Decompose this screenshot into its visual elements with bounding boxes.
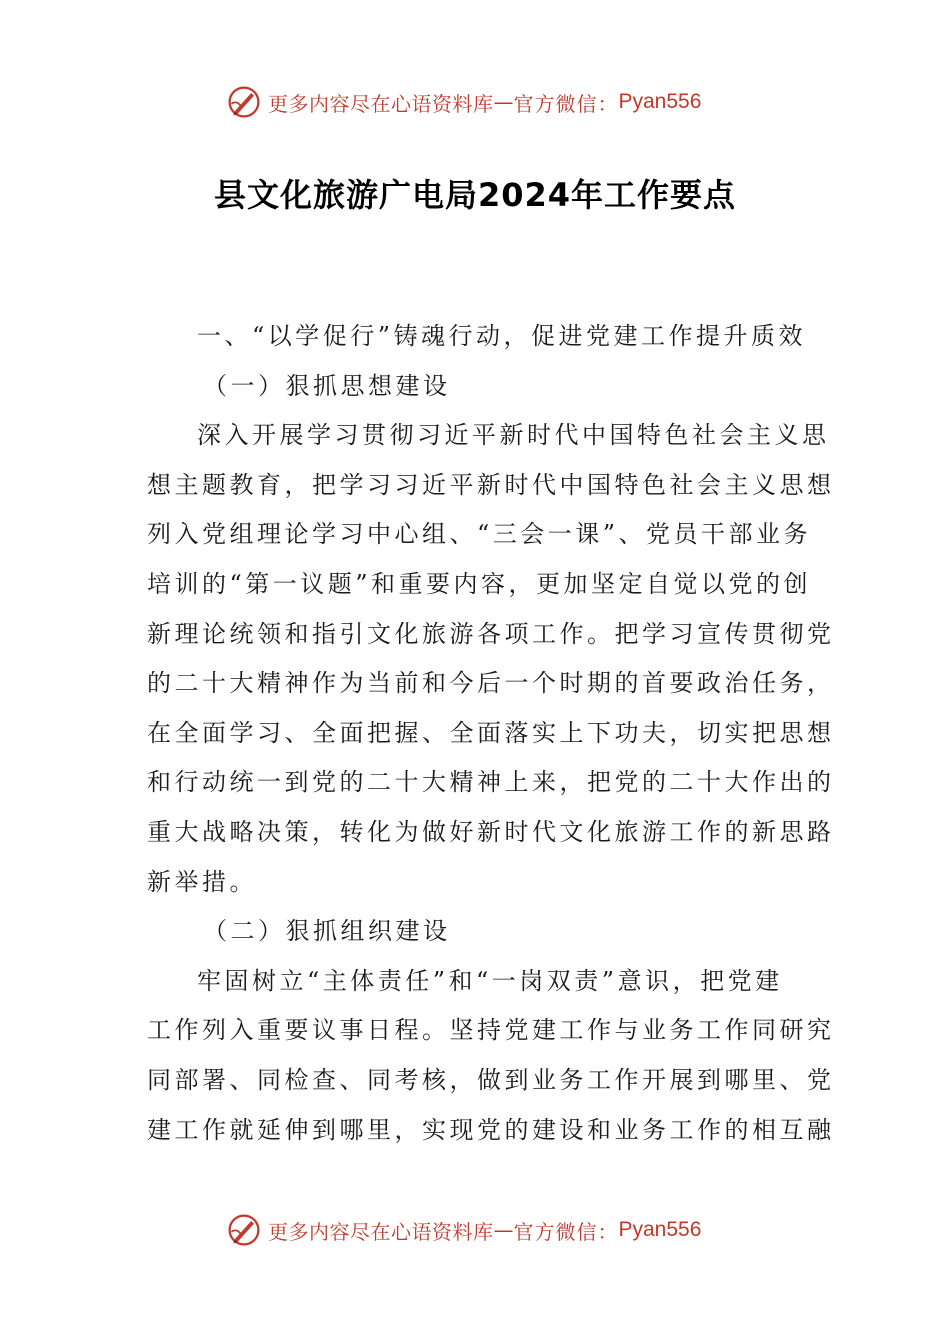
paragraph-line: 新举措。 xyxy=(147,867,257,896)
paragraph-line: 想主题教育，把学习习近平新时代中国特色社会主义思想 xyxy=(147,470,835,499)
paragraph-line: 同部署、同检查、同考核，做到业务工作开展到哪里、党 xyxy=(147,1065,835,1094)
watermark-text: 更多内容尽在心语资料库 xyxy=(268,1219,494,1244)
header-watermark xyxy=(226,82,701,122)
subsection-heading: （一）狠抓思想建设 xyxy=(203,371,451,400)
document-title: 县文化旅游广电局2024年工作要点 xyxy=(213,176,737,214)
paragraph-line: 培训的“第一议题”和重要内容，更加坚定自觉以党的创 xyxy=(147,569,812,598)
watermark-dash: — xyxy=(493,90,514,114)
paragraph-line: 和行动统一到党的二十大精神上来，把党的二十大作出的 xyxy=(147,768,835,797)
paragraph-line: 建工作就延伸到哪里，实现党的建设和业务工作的相互融 xyxy=(147,1115,835,1144)
paragraph-line: 的二十大精神作为当前和今后一个时期的首要政治任务， xyxy=(147,669,835,698)
watermark-wechat-label: 官方微信： xyxy=(513,91,619,116)
watermark-dash: — xyxy=(493,1218,514,1242)
watermark-wechat-id: Pyan556 xyxy=(618,90,702,113)
paragraph-line: 重大战略决策，转化为做好新时代文化旅游工作的新思路 xyxy=(147,817,835,846)
document-body xyxy=(147,312,835,1155)
paragraph-line: 在全面学习、全面把握、全面落实上下功夫，切实把思想 xyxy=(147,718,835,747)
pen-logo-icon xyxy=(226,1212,262,1248)
paragraph-line: 深入开展学习贯彻习近平新时代中国特色社会主义思 xyxy=(197,421,830,450)
watermark-text: 更多内容尽在心语资料库 xyxy=(268,91,494,116)
paragraph-line: 新理论统领和指引文化旅游各项工作。把学习宣传贯彻党 xyxy=(147,619,835,648)
section-heading: 一、“以学促行”铸魂行动，促进党建工作提升质效 xyxy=(197,322,807,350)
footer-watermark xyxy=(226,1210,701,1250)
pen-logo-icon xyxy=(226,84,262,120)
watermark-wechat-label: 官方微信： xyxy=(513,1219,619,1244)
paragraph-line: 工作列入重要议事日程。坚持党建工作与业务工作同研究 xyxy=(147,1016,835,1045)
subsection-heading: （二）狠抓组织建设 xyxy=(203,917,451,946)
watermark-wechat-id: Pyan556 xyxy=(618,1218,702,1241)
paragraph-line: 牢固树立“主体责任”和“一岗双责”意识，把党建 xyxy=(197,966,783,995)
paragraph-line: 列入党组理论学习中心组、“三会一课”、党员干部业务 xyxy=(147,520,812,549)
